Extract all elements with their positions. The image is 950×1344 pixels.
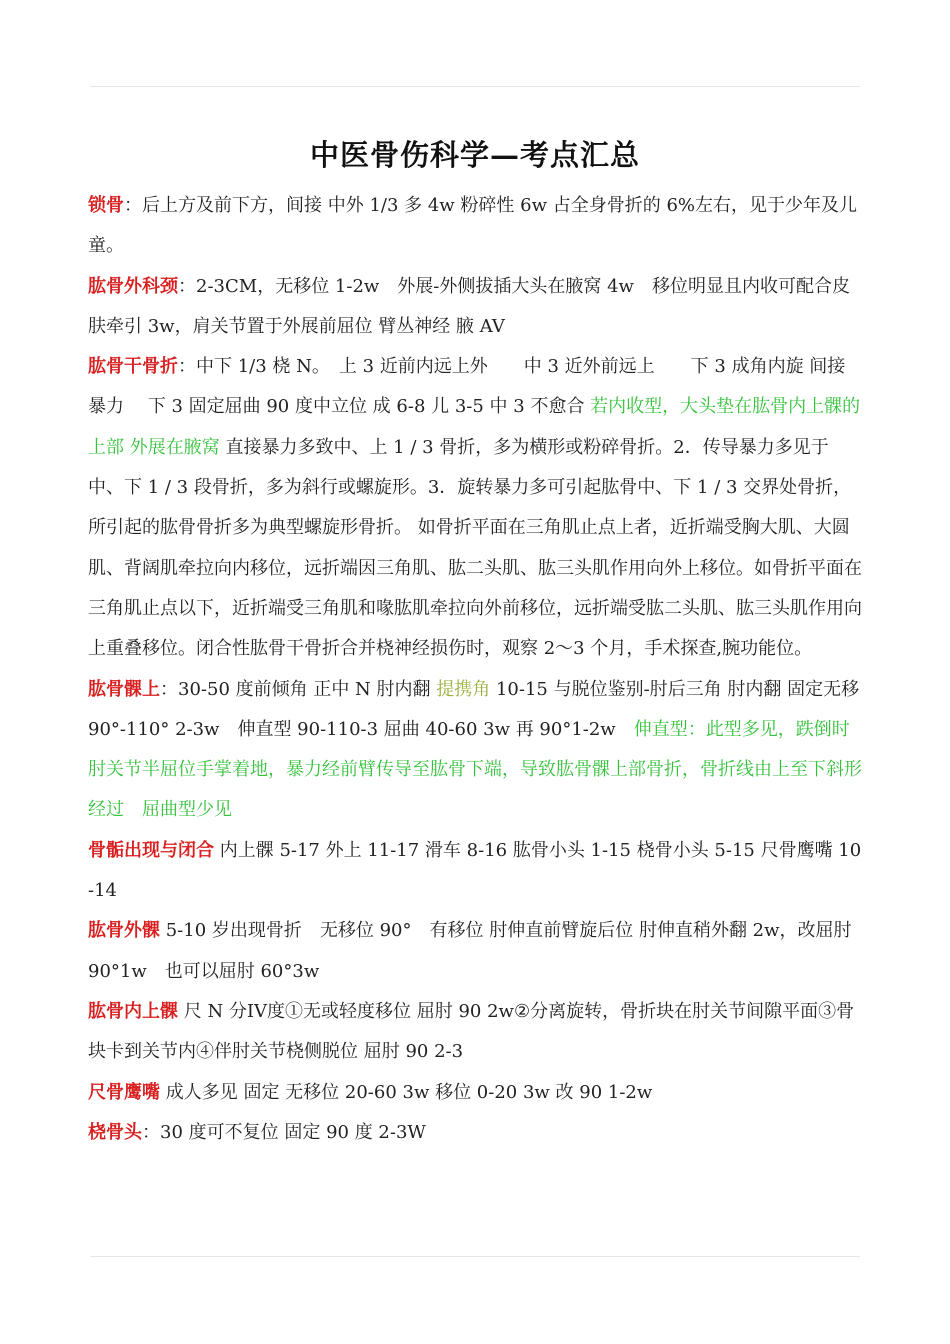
paragraph-supracondylar xyxy=(88,670,862,831)
text-segment: 直接暴力多致中、上 1 / 3 骨折，多为横形或粉碎骨折。2．传导暴力多见于中、下 1 / 3 段骨折，多为斜行或螺旋形。3．旋转暴力多可引起肱骨中、下 1 / 3 交界处骨折，所引起的肱骨骨折多为典型螺旋形骨折。 如骨折平面在三角肌止点上者，近折端受胸大肌、大圆肌、背阔肌牵拉向内移位，远折端因三角肌、肱二头肌、肱三头肌作用向外上移位。如骨折平面在三角肌止点以下，近折端受三角肌和喙肱肌牵拉向外前移位，远折端受肱二头肌、肱三头肌作用向上重叠移位。闭合性肱骨干骨折合并桡神经损伤时，观察 2～3 个月，手术探查,腕功能位。 xyxy=(88,436,862,660)
highlight-green: 伸直型：此型多见，跌倒时肘关节半屈位手掌着地，暴力经前臂传导至肱骨下端，导致肱骨髁上部骨折，骨折线由上至下斜形经过 屈曲型少见 xyxy=(88,718,862,821)
text-segment: ：后上方及前下方，间接 中外 1/3 多 4w 粉碎性 6w 占全身骨折的 6%左右，见于少年及儿童。 xyxy=(88,195,858,257)
section-label: 肱骨外科颈 xyxy=(88,275,178,297)
paragraph-humerus-shaft xyxy=(88,347,862,669)
section-label: 肱骨外髁 xyxy=(88,920,160,942)
text-segment: 尺 N 分IV度①无或轻度移位 屈肘 90 2w②分离旋转，骨折块在肘关节间隙平面③骨块卡到关节内④伴肘关节桡侧脱位 屈肘 90 2-3 xyxy=(88,1000,855,1063)
section-label: 尺骨鹰嘴 xyxy=(88,1081,160,1103)
paragraph-olecranon xyxy=(88,1073,862,1113)
text-segment: ：2-3CM，无移位 1-2w 外展-外侧拔插大头在腋窝 4w 移位明显且内收可配合皮肤牵引 3w，肩关节置于外展前屈位 臂丛神经 腋 AV xyxy=(88,275,850,337)
top-divider xyxy=(90,86,860,87)
text-segment: 成人多见 固定 无移位 20-60 3w 移位 0-20 3w 改 90 1-2w xyxy=(160,1081,653,1103)
bottom-divider xyxy=(90,1256,860,1257)
paragraph-radial-head xyxy=(88,1113,862,1153)
section-label: 肱骨髁上 xyxy=(88,678,160,700)
text-segment: 内上髁 5-17 外上 11-17 滑车 8-16 肱骨小头 1-15 桡骨小头 5-15 尺骨鹰嘴 10-14 xyxy=(88,839,862,902)
paragraph-epiphysis xyxy=(88,831,862,912)
text-segment: 5-10 岁出现骨折 无移位 90° 有移位 肘伸直前臂旋后位 肘伸直稍外翻 2w，改屈肘 90°1w 也可以屈肘 60°3w xyxy=(88,920,852,982)
text-segment: ：中下 1/3 桡 N。 上 3 近前内远上外 中 3 近外前远上 下 3 成角内旋 间接暴力 下 3 固定屈曲 90 度中立位 成 6-8 儿 3-5 中 3 不愈合 xyxy=(88,356,846,418)
paragraph-medial-epicondyle xyxy=(88,992,862,1073)
paragraph-lateral-condyle xyxy=(88,911,862,992)
section-label: 肱骨内上髁 xyxy=(88,1000,178,1022)
document-body xyxy=(88,186,862,1153)
text-segment: 10-15 与脱位鉴别-肘后三角 肘内翻 固定无移 90°-110° 2-3w 伸直型 90-110-3 屈曲 40-60 3w 再 90°1-2w xyxy=(88,678,860,740)
section-label: 骨骺出现与闭合 xyxy=(88,839,214,861)
text-segment: ：30-50 度前倾角 正中 N 肘内翻 xyxy=(160,678,437,700)
paragraph-clavicle xyxy=(88,186,862,267)
page-title: 中医骨伤科学—考点汇总 xyxy=(309,138,640,173)
section-label: 肱骨干骨折 xyxy=(88,356,178,378)
section-label: 桡骨头 xyxy=(88,1121,142,1143)
section-label: 锁骨 xyxy=(88,195,124,216)
text-segment: ：30 度可不复位 固定 90 度 2-3W xyxy=(142,1121,426,1143)
highlight-olive: 提携角 xyxy=(436,678,491,700)
paragraph-humerus-surgical-neck xyxy=(88,267,862,348)
highlight-green: 若内收型，大头垫在肱骨内上髁的上部 外展在腋窝 xyxy=(88,396,861,458)
